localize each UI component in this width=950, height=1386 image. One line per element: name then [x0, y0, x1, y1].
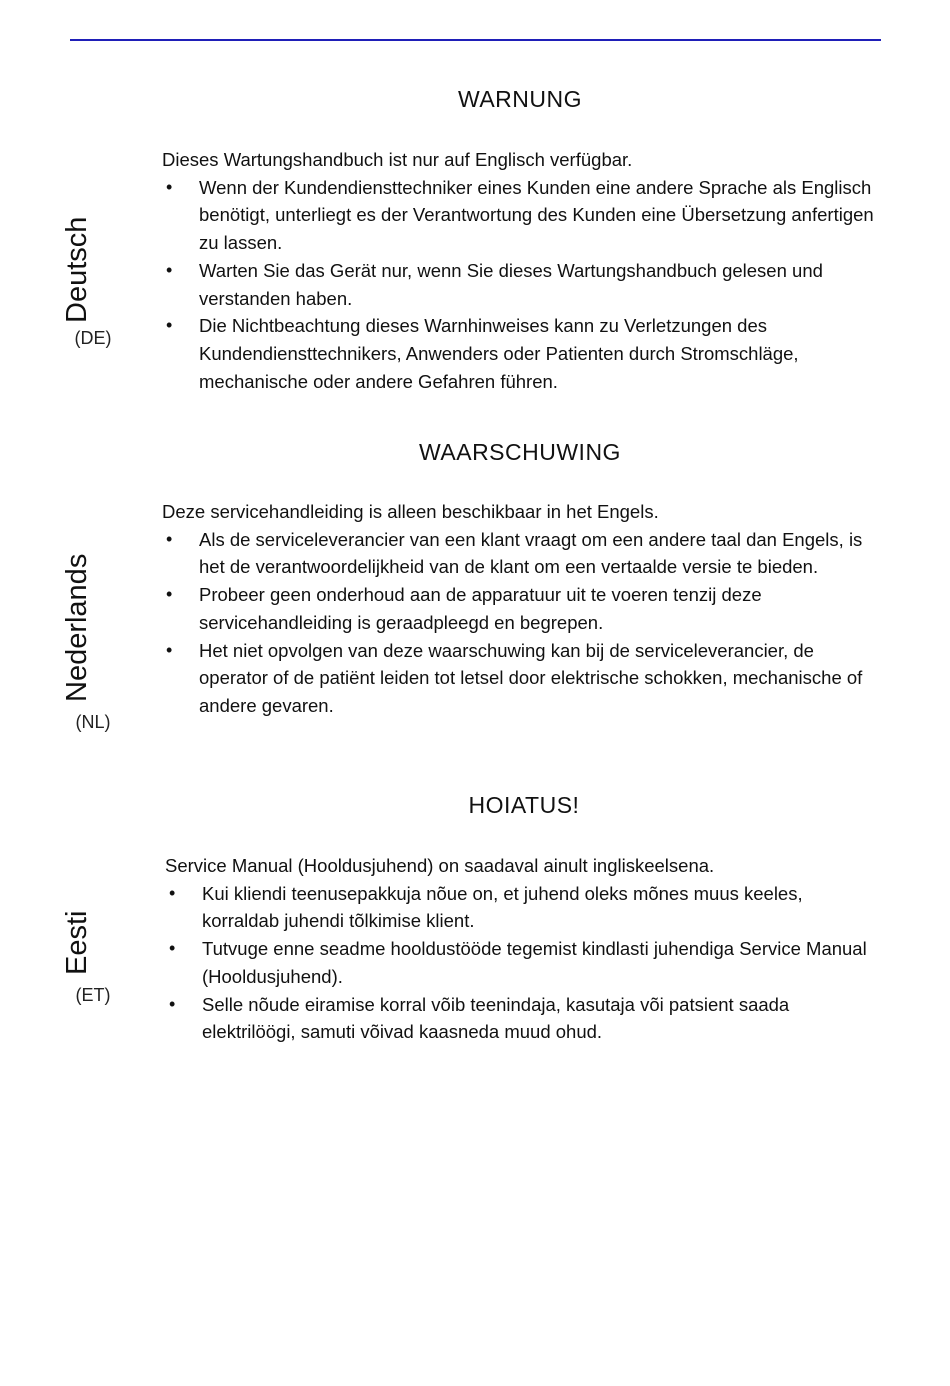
list-item [162, 174, 878, 257]
language-name: Nederlands [61, 553, 93, 702]
language-name: Eesti [61, 910, 93, 975]
language-code: (NL) [75, 712, 111, 732]
bullet-list [162, 526, 878, 720]
language-label-nl [40, 530, 150, 702]
bullet-text: Het niet opvolgen van deze waarschuwing kan bij de serviceleverancier, de operator of de patiënt leiden tot letsel door elektrische schokken, mechanische of andere gevaren. [199, 639, 863, 716]
intro-text: Dieses Wartungshandbuch ist nur auf Englisch verfügbar. [162, 149, 633, 170]
warning-body [162, 498, 878, 720]
list-item [162, 312, 878, 395]
bullet-icon: • [166, 639, 173, 660]
list-item [165, 935, 881, 990]
bullet-text: Warten Sie das Gerät nur, wenn Sie dieses Wartungshandbuch gelesen und verstanden haben. [199, 259, 823, 309]
warning-heading: WARNUNG [457, 86, 583, 112]
bullet-icon: • [166, 176, 173, 197]
bullet-icon: • [166, 315, 173, 336]
bullet-icon: • [166, 584, 173, 605]
bullet-text: Selle nõude eiramise korral võib teenindaja, kasutaja või patsient saada elektrilöögi, samuti võivad kaasneda muud ohud. [202, 993, 790, 1043]
language-code: (DE) [74, 328, 112, 348]
language-code: (ET) [75, 985, 111, 1005]
list-item [165, 880, 881, 935]
language-label-et [40, 900, 150, 975]
bullet-text: Die Nichtbeachtung dieses Warnhinweises kann zu Verletzungen des Kundendiensttechnikers, Anwenders oder Patienten durch Stromschläge, mechanische oder andere Gefahren führen. [199, 315, 799, 392]
bullet-list [165, 880, 881, 1046]
bullet-icon: • [169, 993, 176, 1014]
bullet-icon: • [169, 882, 176, 903]
bullet-icon: • [166, 259, 173, 280]
warning-heading: HOIATUS! [468, 792, 580, 818]
bullet-text: Kui kliendi teenusepakkuja nõue on, et juhend oleks mõnes muus keeles, korraldab juhendi tõlkimise klient. [202, 882, 803, 932]
list-item [165, 991, 881, 1046]
intro-text: Deze servicehandleiding is alleen beschikbaar in het Engels. [162, 501, 659, 522]
bullet-icon: • [169, 938, 176, 959]
language-label-de [40, 195, 150, 323]
warning-body [162, 146, 878, 395]
list-item [162, 526, 878, 581]
warning-body [165, 852, 881, 1046]
bullet-text: Wenn der Kundendiensttechniker eines Kunden eine andere Sprache als Englisch benötigt, unterliegt es der Verantwortung des Kunden eine Übersetzung anfertigen zu lassen. [199, 176, 874, 254]
top-rule [70, 39, 881, 41]
list-item [162, 637, 878, 720]
list-item [162, 257, 878, 312]
bullet-list [162, 174, 878, 396]
bullet-icon: • [166, 528, 173, 549]
bullet-text: Als de serviceleverancier van een klant vraagt om een andere taal dan Engels, is het de verantwoordelijkheid van de klant om een vertaalde versie te bieden. [199, 528, 863, 578]
warning-heading: WAARSCHUWING [419, 439, 621, 465]
list-item [162, 581, 878, 636]
bullet-text: Probeer geen onderhoud aan de apparatuur uit te voeren tenzij deze servicehandleiding is geraadpleegd en begrepen. [199, 584, 762, 633]
language-name: Deutsch [61, 216, 93, 323]
intro-text: Service Manual (Hooldusjuhend) on saadaval ainult ingliskeelsena. [165, 855, 715, 876]
bullet-text: Tutvuge enne seadme hooldustööde tegemist kindlasti juhendiga Service Manual (Hooldusjuhend). [202, 938, 867, 987]
